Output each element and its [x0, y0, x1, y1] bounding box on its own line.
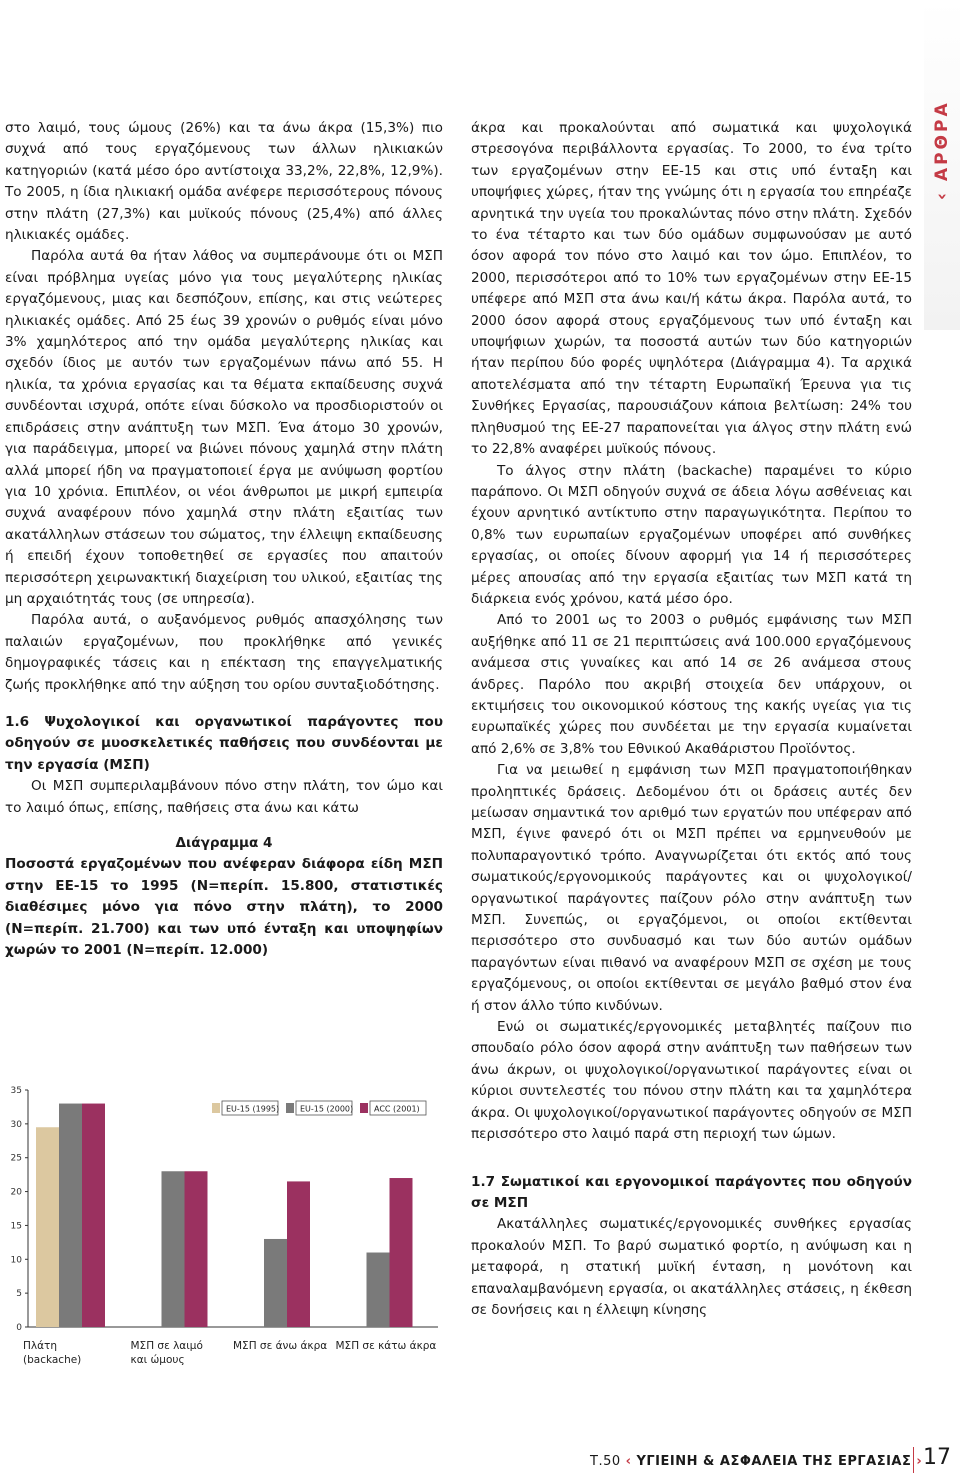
section-label-text: ΑΡΘΡΑ [932, 100, 952, 182]
legend-swatch-2 [360, 1103, 368, 1113]
x-tick-label-0-1: (backache) [23, 1354, 82, 1366]
footer-chevron-left-icon: ‹ [625, 1454, 632, 1469]
page-number: 17 [923, 1445, 951, 1470]
right-paragraph-4: Για να μειωθεί η εμφάνιση των ΜΣΠ πραγματοποιήθηκαν προληπτικές δράσεις. Δεδομένου ότι οι δράσεις αυτές δεν μείωσαν σημαντικά τον αριθμό των εργατών που υπέφεραν από ΜΣΠ, έγινε φανερό ότι οι ΜΣΠ πρέπει να ερμηνευθούν με πολυπαραγοντικό τρόπο. Αναγνωρίζεται ότι εκτός από τους σωματικούς/εργονομικούς παράγοντες και οι ψυχολογικοί/οργανωτικοί παράγοντες παίζουν ρόλο στην ανάπτυξη των ΜΣΠ. Συνεπώς, οι εργαζόμενοι, οι οποίοι εκτίθενται περισσότερο στο συνδυασμό και των δύο αυτών ομάδων παραγόντων είναι πιθανό να αναφέρουν ΜΣΠ σε σχέση με τους εργαζόμενους, οι οποίοι εκτίθενται σε μεγάλο βαθμό στον ένα ή στον άλλο τύπο κινδύνων. [471, 762, 912, 1014]
diagram-title: Διάγραμμα 4 [175, 835, 273, 851]
left-paragraph-2: Παρόλα αυτά θα ήταν λάθος να συμπεράνουμε ότι οι ΜΣΠ είναι πρόβλημα υγείας μόνο για τους μεγαλύτερης ηλικίας εργαζόμενους, μιας και δεσπόζουν, επίσης, και στις νεώτερες ηλικιακές ομάδες. Από 25 έως 39 χρονών ο ρυθμός είναι μόνο 3% χαμηλότερος από την ομάδα μεγαλύτερης ηλικίας και σχεδόν ίδιος με αυτόν των εργαζομένων πάνω από 55. Η ηλικία, τα χρόνια εργασίας και τα θέματα εκπαίδευσης συχνά συνδέονται ισχυρά, οπότε είναι δύσκολο να προσδιοριστούν οι επιδράσεις στην ανάπτυξη των ΜΣΠ. Ένα άτομο 30 χρονών, για παράδειγμα, μπορεί να βιώνει πόνους χαμηλά στην πλάτη αλλά μπορεί ήδη να πραγματοποιεί έργα με ανύψωση φορτίου για 10 χρόνια. Επιπλέον, οι νέοι άνθρωποι με μικρή εμπειρία συχνά αναφέρουν πόνο χαμηλά στην πλάτη εξαιτίας των ακατάλληλων στάσεων του σώματος, την έλλειψη εκπαίδευσης ή επειδή έχουν τοποθετηθεί σε εργασίες που απαιτούν περισσότερη χειρωνακτική διαχείριση του υλικού, εξαιτίας της μη αρχαιότητάς τους (σε υπηρεσία). [5, 248, 443, 607]
bar-0-2 [82, 1104, 105, 1327]
y-tick-label-7: 35 [10, 1086, 22, 1096]
left-paragraph-3: Παρόλα αυτά, ο αυξανόμενος ρυθμός απασχόλησης των παλαιών εργαζομένων, που προκλήθηκε από γενικές δημογραφικές τάσεις και η επέκταση της επαγγελματικής ζωής προκλήθηκε από την αύξηση του ορίου συνταξιοδότησης. [5, 612, 443, 693]
right-paragraph-1: άκρα και προκαλούνται από σωματικά και ψυχολογικά στρεσογόνα περιβάλλοντα εργασίας. Το 2000, το ένα τρίτο των εργαζομένων στην ΕΕ-15 και στις υπό ένταξη και υποψήφιες χώρες, ήταν της γνώμης ότι η εργασία του επηρέαζε αρνητικά την υγεία του προκαλώντας πόνο στην πλάτη. Σχεδόν το ένα τέταρτο και των δύο ομάδων συμφωνούσαν με αυτό όσον αφορά τον πόνο στο λαιμό και τον ώμο. Επιπλέον, το 2000, περισσότεροι από το 10% των εργαζομένων στην ΕΕ-15 υπέφερε από ΜΣΠ στα άνω και/ή κάτω άκρα. Παρόλα αυτά, το 2000 όσον αφορά στους εργαζόμενους των υπό ένταξη και υποψήφιων χωρών, τα ποσοστά αυτών των δύο κατηγοριών ήταν περίπου δύο φορές υψηλότερα (Διάγραμμα 4). Τα αρχικά αποτελέσματα από την τέταρτη Ευρωπαϊκή Έρευνα για τις Συνθήκες Εργασίας, παρουσιάζουν κάποια βελτίωση: 24% του πληθυσμού της ΕΕ-27 παραπονείται για άλγος στην πλάτη ενώ το 22,8% αναφέρει μυϊκούς πόνους. [471, 120, 912, 458]
bar-0-1 [59, 1104, 82, 1327]
bar-chart [0, 1075, 460, 1375]
right-paragraph-5: Ενώ οι σωματικές/εργονομικές μεταβλητές παίζουν πιο σπουδαίο ρόλο όσον αφορά στην ανάπτυξη των παθήσεων των άνω άκρων, οι ψυχολογικοί/οργανωτικοί παράγοντες είναι οι κύριοι συντελεστές του πόνου στην πλάτη και τα χαμηλότερα άκρα. Οι ψυχολογικοί/οργανωτικοί παράγοντες οδηγούν σε ΜΣΠ περισσότερο στο λαιμό παρά στη περιοχή των ώμων. [471, 1019, 912, 1143]
bar-3-1 [367, 1253, 390, 1327]
diagram-caption: Ποσοστά εργαζομένων που ανέφεραν διάφορα είδη ΜΣΠ στην ΕΕ-15 το 1995 (Ν=περίπ. 15.800, στατιστικές διαθέσιμες μόνο για πόνο στην πλάτη), το 2000 (Ν=περίπ. 21.700) και των υπό ένταξη και υποψηφίων χωρών το 2001 (Ν=περίπ. 12.000) [5, 856, 443, 959]
bar-2-2 [287, 1181, 310, 1327]
right-paragraph-6: Ακατάλληλες σωματικές/εργονομικές συνθήκες εργασίας προκαλούν ΜΣΠ. Το βαρύ σωματικό φορτίο, η ανύψωση και η μεταφορά, η στατική μυϊκή ένταση, η μονότονη και επαναλαμβανόμενη εργασία, οι ακατάλληλες στάσεις, η έκθεση σε δονήσεις και η έλλειψη κίνησης [471, 1216, 912, 1318]
left-column [5, 118, 443, 961]
legend-label-1: EU-15 (2000) [300, 1104, 354, 1114]
bar-0-0 [36, 1127, 59, 1327]
footer-magazine-title: ΥΓΙΕΙΝΗ & ΑΣΦΑΛΕΙΑ ΤΗΣ ΕΡΓΑΣΙΑΣ [636, 1454, 912, 1469]
y-tick-label-6: 30 [10, 1119, 22, 1130]
left-paragraph-1: στο λαιμό, τους ώμους (26%) και τα άνω άκρα (15,3%) πιο συχνά από τους εργαζόμενους των άλλων ηλικιακών κατηγοριών (κατά μέσο όρο αντίστοιχα 33,2%, 22,8%, 12,9%). Το 2005, η ίδια ηλικιακή ομάδα ανέφερε περισσότερους πόνους στην πλάτη (27,3%) και μυϊκούς πόνους (25,4%) από άλλες ηλικιακές ομάδες. [5, 120, 443, 244]
left-paragraph-4: Οι ΜΣΠ συμπεριλαμβάνουν πόνο στην πλάτη, τον ώμο και το λαιμό όπως, επίσης, παθήσεις στα άνω και κάτω [5, 778, 443, 816]
section-chevron-icon: ‹ [932, 181, 952, 200]
right-paragraph-3: Από το 2001 ως το 2003 ο ρυθμός εμφάνισης των ΜΣΠ αυξήθηκε από 11 σε 21 περιπτώσεις ανά 100.000 εργαζόμενους ανάμεσα στις γυναίκες και από 14 σε 26 ανάμεσα στους άνδρες. Παρόλο που ακριβή στοιχεία δεν υπάρχουν, οι εκτιμήσεις του οικονομικού κόστους της κακής υγείας για τις ευρωπαϊκές χώρες που συνδέεται με την εργασία κυμαίνεται από 2,6% σε 3,8% του Εθνικού Ακαθάριστου Προϊόντος. [471, 612, 912, 757]
section-heading-1-7: 1.7 Σωματικοί και εργονομικοί παράγοντες που οδηγούν σε ΜΣΠ [471, 1173, 912, 1211]
section-heading-1-6: 1.6 Ψυχολογικοί και οργανωτικοί παράγοντες που οδηγούν σε μυοσκελετικές παθήσεις που συνδέονται με την εργασία (ΜΣΠ) [5, 713, 443, 773]
footer-divider [913, 1447, 914, 1473]
bar-1-1 [162, 1171, 185, 1327]
y-tick-label-5: 25 [10, 1153, 22, 1164]
right-paragraph-2: Το άλγος στην πλάτη (backache) παραμένει το κύριο παράπονο. Οι ΜΣΠ οδηγούν συχνά σε άδεια λόγω ασθένειας και έχουν αρνητικό αντίκτυπο στην παραγωγικότητα. Περίπου το 0,8% των ευρωπαίων εργαζομένων υποφέρει από συνθήκες εργασίας, οι οποίες δίνουν αφορμή για 14 ή περισσότερες μέρες απουσίας από την εργασία εξαιτίας των ΜΣΠ κατά τη διάρκεια ενός χρόνου, κατά μέσο όρο. [471, 462, 912, 607]
right-column [471, 118, 912, 1321]
y-tick-label-1: 5 [16, 1289, 22, 1300]
section-label [932, 80, 952, 200]
x-tick-label-1-1: και ώμους [130, 1354, 185, 1366]
x-tick-label-1-0: ΜΣΠ σε λαιμό [130, 1340, 203, 1352]
legend-label-0: EU-15 (1995) [226, 1104, 280, 1114]
footer-chevron-right-icon: › [916, 1454, 923, 1469]
x-tick-label-0-0: Πλάτη [23, 1340, 58, 1352]
y-tick-label-2: 10 [10, 1255, 22, 1266]
y-tick-label-4: 20 [10, 1187, 22, 1198]
bar-3-2 [390, 1178, 413, 1327]
bar-1-2 [185, 1171, 208, 1327]
x-tick-label-2-0: ΜΣΠ σε άνω άκρα [233, 1340, 328, 1352]
chart-container [0, 1075, 460, 1375]
legend-swatch-0 [212, 1103, 220, 1113]
legend-label-2: ACC (2001) [374, 1104, 420, 1114]
bar-2-1 [264, 1239, 287, 1327]
footer-publication [590, 1454, 927, 1469]
x-tick-label-3-0: ΜΣΠ σε κάτω άκρα [335, 1340, 437, 1352]
footer-issue: Τ.50 [590, 1454, 621, 1469]
y-tick-label-3: 15 [10, 1221, 22, 1232]
y-tick-label-0: 0 [16, 1323, 22, 1333]
legend-swatch-1 [286, 1103, 294, 1113]
page-footer [590, 1445, 960, 1475]
